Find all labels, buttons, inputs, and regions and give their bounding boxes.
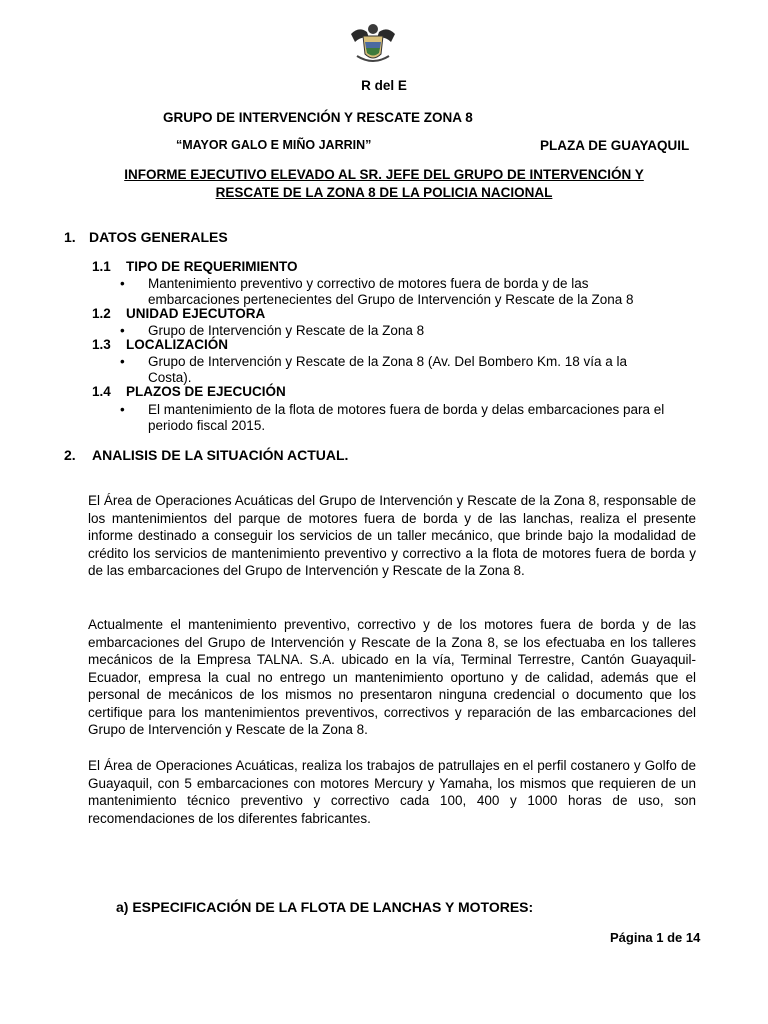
report-title-line-2: RESCATE DE LA ZONA 8 DE LA POLICIA NACIONAL xyxy=(215,185,553,200)
bullet-icon: • xyxy=(120,402,125,417)
section-2-number: 2. xyxy=(64,447,76,463)
subsection-title: PLAZOS DE EJECUCIÓN xyxy=(126,384,286,399)
bullet-text: El mantenimiento de la flota de motores fuera de borda y delas embarcaciones para el periodo fiscal 2015. xyxy=(148,402,665,433)
section-1-number: 1. xyxy=(64,229,76,245)
paragraph-3: El Área de Operaciones Acuáticas, realiza los trabajos de patrullajes en el perfil costanero y Golfo de Guayaquil, con 5 embarcaciones con motores Mercury y Yamaha, los mismos que requieren de un mantenimiento técnico preventivo y correctivo cada 100, 400 y 1000 horas de uso, son recomendaciones de los diferentes fabricantes. xyxy=(88,758,696,826)
bullet-icon: • xyxy=(120,323,125,338)
police-eagle-emblem-icon xyxy=(349,20,397,66)
subsection-number: 1.2 xyxy=(92,306,111,321)
bullet-text: Grupo de Intervención y Rescate de la Zona 8 xyxy=(148,323,425,338)
subsection-a-title: a) ESPECIFICACIÓN DE LA FLOTA DE LANCHAS Y MOTORES: xyxy=(116,899,534,915)
bullet-icon: • xyxy=(120,276,125,291)
subsection-title: UNIDAD EJECUTORA xyxy=(126,306,266,321)
subsection-number: 1.1 xyxy=(92,259,111,274)
header-line-2: GRUPO DE INTERVENCIÓN Y RESCATE ZONA 8 xyxy=(163,110,473,125)
subsection-title: TIPO DE REQUERIMIENTO xyxy=(126,259,298,274)
report-title-line-1: INFORME EJECUTIVO ELEVADO AL SR. JEFE DEL GRUPO DE INTERVENCIÓN Y xyxy=(124,167,644,182)
section-2-title: ANALISIS DE LA SITUACIÓN ACTUAL. xyxy=(92,447,349,463)
paragraph-1: El Área de Operaciones Acuáticas del Grupo de Intervención y Rescate de la Zona 8, responsable de los mantenimientos del parque de motores fuera de borda y de las lanchas, realiza el presente informe destinado a conseguir los servicios de un taller mecánico, que brinde bajo la modalidad de crédito los servicios de mantenimiento preventivo y correctivo a la flota de motores fuera de borda y de las embarcaciones del Grupo de Intervención y Rescate de la Zona 8. xyxy=(88,493,696,578)
header-unit-name: “MAYOR GALO E MIÑO JARRIN” xyxy=(176,138,372,152)
bullet-icon: • xyxy=(120,354,125,369)
page-number: Página 1 de 14 xyxy=(610,930,701,945)
subsection-number: 1.3 xyxy=(92,337,111,352)
bullet-text: Grupo de Intervención y Rescate de la Zona 8 (Av. Del Bombero Km. 18 vía a la Costa). xyxy=(148,354,627,385)
bullet-text: Mantenimiento preventivo y correctivo de motores fuera de borda y de las embarcaciones pertenecientes del Grupo de Intervención y Rescate de la Zona 8 xyxy=(148,276,634,307)
header-line-1: R del E xyxy=(361,78,407,93)
paragraph-2: Actualmente el mantenimiento preventivo, correctivo y de los motores fuera de borda y de las embarcaciones del Grupo de Intervención y Rescate de la Zona 8, se los efectuaba en los talleres mecánicos de la Empresa TALNA. S.A. ubicado en la vía, Terminal Terrestre, Cantón Guayaquil- Ecuador, empresa la cual no entrego un mantenimiento oportuno y de calidad, además que el personal de mecánicos de los mismos no presentaron ninguna credencial o documento que los certifique para los mantenimientos preventivos, correctivos y reparación de las embarcaciones del Grupo de Intervención y Rescate de la Zona 8. xyxy=(88,617,696,737)
header-location: PLAZA DE GUAYAQUIL xyxy=(540,138,690,153)
section-1-title: DATOS GENERALES xyxy=(89,229,228,245)
subsection-title: LOCALIZACIÓN xyxy=(126,337,228,352)
subsection-number: 1.4 xyxy=(92,384,111,399)
